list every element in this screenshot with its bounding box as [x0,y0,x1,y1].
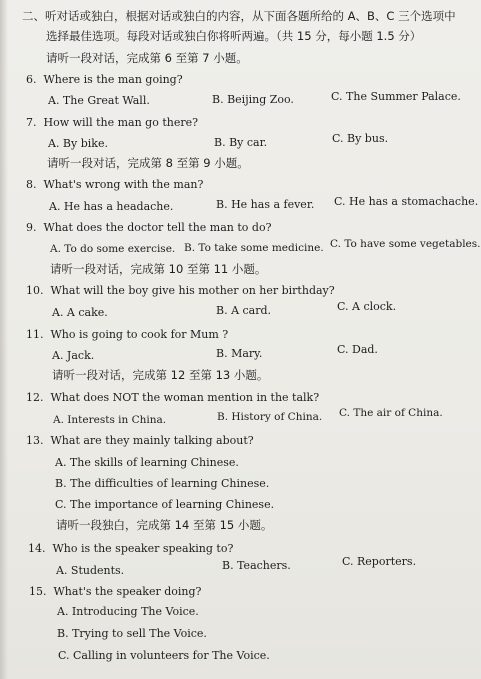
instruction-q8-q9: 请听一段对话，完成第 8 至第 9 小题。 [47,156,249,170]
instruction-q12-q13: 请听一段对话，完成第 12 至第 13 小题。 [52,368,269,382]
option-9b: B. To take some medicine. [184,242,324,254]
option-14a: A. Students. [56,564,125,577]
option-14b: B. Teachers. [222,559,291,572]
option-6c: C. The Summer Palace. [331,90,461,103]
question-text: Who is the speaker speaking to? [52,542,234,555]
section-heading-line1: 二、听对话或独白，根据对话或独白的内容，从下面各题所给的 A、B、C 三个选项中 [22,9,456,23]
question-text: How will the man go there? [43,116,199,129]
option-6a: A. The Great Wall. [48,94,150,107]
option-12c: C. The air of China. [339,407,443,419]
question-15 [29,585,201,599]
question-10 [26,284,335,298]
question-12 [26,391,319,405]
question-8 [26,178,203,192]
question-number: 13. [26,434,44,447]
option-13b: B. The difficulties of learning Chinese. [55,477,270,490]
question-number: 15. [29,585,47,598]
option-12a: A. Interests in China. [53,414,167,426]
option-12b: B. History of China. [217,411,323,423]
option-11a: A. Jack. [52,349,95,362]
option-7b: B. By car. [214,136,268,149]
question-9 [26,221,271,235]
question-number: 7. [26,116,37,129]
section-heading-line2: 选择最佳选项。每段对话或独白你将听两遍。（共 15 分，每小题 1.5 分） [46,29,422,43]
option-8a: A. He has a headache. [49,200,174,213]
question-number: 9. [26,221,37,234]
option-7c: C. By bus. [332,132,389,145]
question-6 [26,73,183,87]
option-15a: A. Introducing The Voice. [57,605,199,618]
question-text: What does the doctor tell the man to do? [43,221,272,234]
option-9c: C. To have some vegetables. [330,238,481,250]
question-number: 8. [26,178,37,191]
option-8c: C. He has a stomachache. [334,195,479,208]
option-11c: C. Dad. [337,343,378,356]
question-14 [28,542,233,556]
option-14c: C. Reporters. [342,555,417,568]
question-13 [26,434,254,448]
instruction-q10-q11: 请听一段对话，完成第 10 至第 11 小题。 [50,262,267,276]
question-number: 10. [26,284,44,297]
option-11b: B. Mary. [216,347,263,360]
question-number: 14. [28,542,46,555]
option-10a: A. A cake. [52,306,108,319]
option-13a: A. The skills of learning Chinese. [55,456,239,469]
option-8b: B. He has a fever. [216,198,315,211]
option-10c: C. A clock. [337,300,397,313]
question-number: 12. [26,391,44,404]
question-number: 6. [26,73,37,86]
question-text: Who is going to cook for Mum ? [50,328,229,341]
question-text: Where is the man going? [43,73,183,86]
option-13c: C. The importance of learning Chinese. [55,498,275,511]
option-15b: B. Trying to sell The Voice. [57,627,207,640]
option-6b: B. Beijing Zoo. [212,93,294,106]
question-11 [26,328,228,342]
question-text: What does NOT the woman mention in the talk? [50,391,320,404]
question-7 [26,116,198,130]
question-text: What's the speaker doing? [53,585,202,598]
option-7a: A. By bike. [48,137,108,150]
option-10b: B. A card. [216,304,272,317]
question-text: What's wrong with the man? [43,178,204,191]
question-text: What will the boy give his mother on her birthday? [50,284,335,297]
page-shadow-edge [0,0,8,679]
instruction-q6-q7: 请听一段对话，完成第 6 至第 7 小题。 [46,51,248,65]
option-9a: A. To do some exercise. [50,243,176,255]
instruction-q14-q15: 请听一段独白，完成第 14 至第 15 小题。 [56,518,273,532]
question-number: 11. [26,328,44,341]
option-15c: C. Calling in volunteers for The Voice. [58,649,270,662]
question-text: What are they mainly talking about? [50,434,254,447]
